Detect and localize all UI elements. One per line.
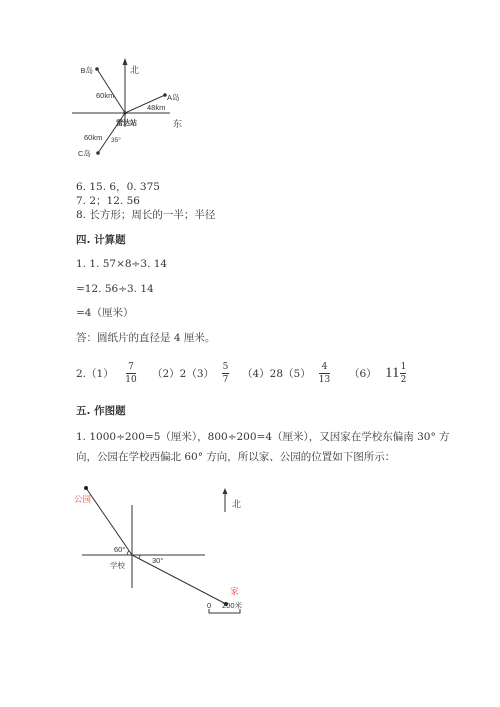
dist-a-label: 48km — [147, 103, 166, 112]
station-dot — [123, 111, 126, 114]
b-island-label: B岛 — [80, 66, 93, 75]
location-map — [70, 480, 270, 620]
mixed-den: 2 — [400, 375, 407, 385]
mixed-num: 1 — [400, 362, 407, 372]
angle-60-label: 60° — [114, 545, 126, 554]
angle-30-label: 30° — [152, 556, 164, 565]
q2-part-2: （2）2（3） — [152, 368, 215, 380]
north-label: 北 — [130, 65, 140, 75]
home-label: 家 — [230, 586, 239, 596]
section-4-title: 四. 计算题 — [76, 234, 126, 246]
angle-30-arc — [139, 555, 140, 559]
fraction-1-num: 7 — [128, 362, 134, 372]
q2-part-6: （6） — [349, 368, 377, 380]
school-label: 学校 — [110, 561, 125, 570]
mixed-fraction — [400, 362, 406, 385]
calc-answer: 答：圆纸片的直径是 4 厘米。 — [76, 332, 216, 344]
mixed-whole: 11 — [385, 365, 400, 381]
north-arrow-icon — [123, 58, 128, 65]
fraction-2 — [222, 362, 229, 385]
park-dot — [84, 486, 88, 490]
line-to-home — [132, 555, 226, 604]
section-5-title: 五. 作图题 — [76, 405, 126, 417]
c-island-dot — [96, 151, 100, 155]
c-island-label: C岛 — [78, 149, 91, 158]
fraction-1 — [126, 362, 136, 385]
q2-part-4: （4）28（5） — [242, 368, 311, 380]
mixed-number — [385, 362, 406, 385]
calc-line-3: =4（厘米） — [76, 307, 134, 319]
calc-line-2: =12. 56÷3. 14 — [76, 283, 154, 295]
radar-diagram — [70, 55, 200, 165]
east-label: 东 — [173, 119, 183, 129]
dist-b-label: 60km — [96, 91, 115, 100]
scale-zero-label: 0 — [207, 601, 212, 610]
answer-7: 7. 2；12. 56 — [76, 195, 140, 207]
station-label: 雷达站 — [116, 120, 137, 127]
drawing-para-line-1: 1. 1000÷200=5（厘米），800÷200=4（厘米），又因家在学校东偏南 30° 方 — [76, 431, 450, 443]
drawing-para-line-2: 向，公园在学校西偏北 60° 方向，所以家、公园的位置如下图所示： — [76, 451, 396, 463]
fraction-3-num: 4 — [321, 362, 328, 372]
answer-8: 8. 长方形；周长的一半；半径 — [76, 209, 216, 221]
a-island-label: A岛 — [167, 93, 180, 102]
angle-60-arc — [127, 551, 129, 555]
map-north-label: 北 — [232, 499, 242, 509]
answer-6: 6. 15. 6，0. 375 — [76, 181, 160, 193]
fraction-1-den: 10 — [125, 375, 137, 385]
fraction-2-den: 7 — [222, 375, 229, 385]
north-arrow-icon — [223, 488, 228, 494]
fraction-3 — [319, 362, 330, 385]
dist-c-label: 60km — [84, 133, 103, 142]
scale-length-label: 200米 — [222, 601, 243, 610]
park-label: 公园 — [74, 494, 92, 504]
angle-label: 35° — [111, 137, 121, 144]
fraction-3-den: 13 — [318, 375, 331, 385]
q2-lead: 2.（1） — [76, 368, 114, 380]
calc-line-1: 1. 1. 57×8÷3. 14 — [76, 258, 168, 270]
b-island-dot — [95, 67, 99, 71]
fraction-2-num: 5 — [222, 362, 229, 372]
